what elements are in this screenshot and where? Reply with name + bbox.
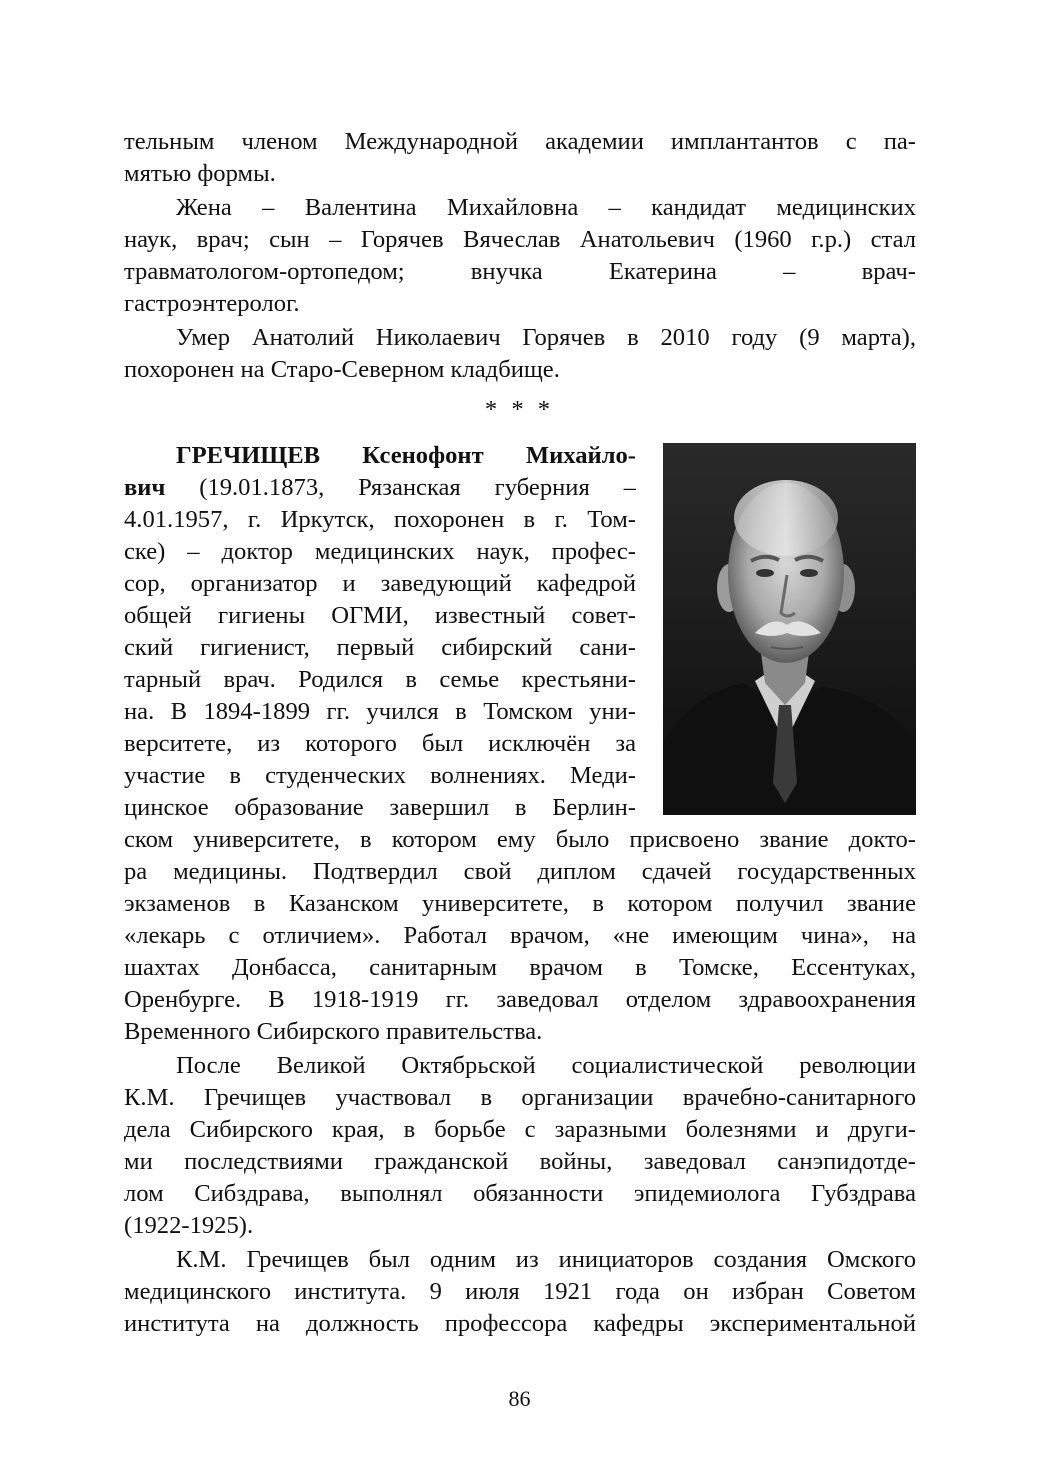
text-fragment: (19.01.1873, Рязанская губерния – (165, 474, 636, 501)
text-line: лом Сибздрава, выполнял обязанности эпидемиолога Губздрава (124, 1180, 916, 1207)
text-line: ский гигиенист, первый сибирский сани- (124, 634, 636, 661)
text-line: медицинского института. 9 июля 1921 года он избран Советом (124, 1278, 916, 1305)
text-line: ске) – доктор медицинских наук, профес- (124, 538, 636, 565)
text-line: похоронен на Старо-Северном кладбище. (124, 356, 560, 383)
text-line: 4.01.1957, г. Иркутск, похоронен в г. Том- (124, 506, 636, 533)
text-line: мятью формы. (124, 160, 276, 187)
text-line: общей гигиены ОГМИ, известный совет- (124, 602, 636, 629)
text-line: экзаменов в Казанском университете, в котором получил звание (124, 890, 916, 917)
text-line: ми последствиями гражданской войны, заведовал санэпидотде- (124, 1148, 916, 1175)
text-line: института на должность профессора кафедры экспериментальной (124, 1310, 916, 1337)
text-line: Временного Сибирского правительства. (124, 1018, 543, 1045)
text-line: тарный врач. Родился в семье крестьяни- (124, 666, 636, 693)
text-line: наук, врач; сын – Горячев Вячеслав Анатольевич (1960 г.р.) стал (124, 226, 916, 253)
text-line: дела Сибирского края, в борьбе с заразными болезнями и други- (124, 1116, 916, 1143)
text-line: шахтах Донбасса, санитарным врачом в Томске, Ессентуках, (124, 954, 916, 981)
text-line: «лекарь с отличием». Работал врачом, «не имеющим чина», на (124, 922, 916, 949)
text-line (124, 472, 636, 504)
text-line: на. В 1894-1899 гг. учился в Томском уни- (124, 698, 636, 725)
text-line: гастроэнтеролог. (124, 290, 300, 317)
text-line: Жена – Валентина Михайловна – кандидат медицинских (176, 194, 916, 221)
text-line: тельным членом Международной академии имплантантов с па- (124, 128, 916, 155)
text-line: К.М. Гречищев участвовал в организации врачебно-санитарного (124, 1084, 916, 1111)
page-number: 86 (508, 1386, 531, 1411)
text-line: (1922-1925). (124, 1212, 254, 1239)
portrait-photo (663, 443, 916, 815)
text-line: травматологом-ортопедом; внучка Екатерина – врач- (124, 258, 916, 285)
biography-heading: ГРЕЧИЩЕВ Ксенофонт Михайло- (176, 442, 636, 469)
text-line: участие в студенческих волнениях. Меди- (124, 762, 636, 789)
text-line: сор, организатор и заведующий кафедрой (124, 570, 636, 597)
text-line: Оренбурге. В 1918-1919 гг. заведовал отделом здравоохранения (124, 986, 916, 1013)
text-line: ском университете, в котором ему было присвоено звание докто- (124, 826, 916, 853)
section-separator: * * * (484, 396, 555, 423)
text-line: Умер Анатолий Николаевич Горячев в 2010 году (9 марта), (176, 324, 916, 351)
text-line: цинское образование завершил в Берлин- (124, 794, 636, 821)
text-line: верситете, из которого был исключён за (124, 730, 636, 757)
text-line: ра медицины. Подтвердил свой диплом сдачей государственных (124, 858, 916, 885)
text-line: После Великой Октябрьской социалистической революции (176, 1052, 916, 1079)
heading-continuation: вич (124, 474, 166, 501)
text-line: К.М. Гречищев был одним из инициаторов создания Омского (176, 1246, 916, 1273)
